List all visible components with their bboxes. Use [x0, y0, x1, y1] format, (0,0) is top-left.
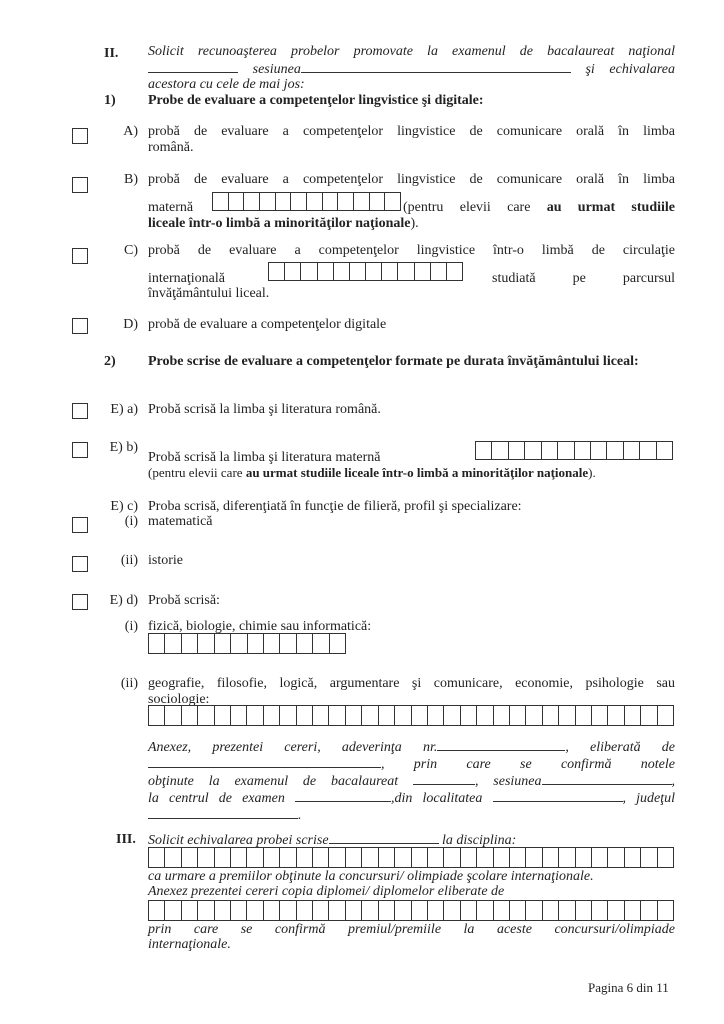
- section-iii-line1b: la disciplina:: [442, 833, 517, 848]
- checkbox-ed[interactable]: [72, 594, 88, 610]
- item-b-materna: maternă: [148, 200, 194, 215]
- char-box[interactable]: [181, 706, 197, 725]
- char-box[interactable]: [164, 706, 180, 725]
- char-box[interactable]: [312, 706, 328, 725]
- annex-l4b: ,din localitatea: [391, 791, 483, 806]
- label-ec-i: (i): [124, 514, 138, 529]
- item-d-text: probă de evaluare a competenţelor digitale: [148, 317, 387, 332]
- char-box[interactable]: [214, 901, 230, 920]
- annex-l1a: Anexez, prezentei cereri, adeverinţa nr.: [148, 740, 438, 755]
- issuer-blank[interactable]: [148, 755, 381, 768]
- char-box[interactable]: [607, 706, 623, 725]
- checkbox-ea[interactable]: [72, 403, 88, 419]
- county-blank[interactable]: [148, 806, 298, 819]
- char-box[interactable]: [349, 263, 365, 280]
- char-box[interactable]: [394, 706, 410, 725]
- char-box[interactable]: [476, 848, 492, 867]
- certificate-number-blank[interactable]: [437, 738, 565, 751]
- char-box[interactable]: [542, 901, 558, 920]
- char-box[interactable]: [328, 848, 344, 867]
- char-box[interactable]: [558, 901, 574, 920]
- char-box[interactable]: [246, 848, 262, 867]
- item-b-paren: [403, 200, 675, 216]
- item-eb-line1: Probă scrisă la limba şi literatura maternă: [148, 450, 381, 465]
- item-b-text: [148, 172, 675, 188]
- char-box[interactable]: [493, 706, 509, 725]
- session-label: sesiunea: [252, 61, 301, 77]
- checkbox-c[interactable]: [72, 248, 88, 264]
- char-box[interactable]: [197, 848, 213, 867]
- annex-l2: , prin care se confirmă notele: [381, 757, 675, 772]
- section-ii-line1: Solicit recunoaşterea probelor promovate la examenul de bacalaureat naţional: [148, 44, 675, 59]
- item-eb-line2: [148, 465, 596, 481]
- char-box[interactable]: [493, 848, 509, 867]
- char-box[interactable]: [345, 901, 361, 920]
- char-boxes-discipline[interactable]: [148, 847, 674, 868]
- char-box[interactable]: [328, 901, 344, 920]
- char-box[interactable]: [430, 263, 446, 280]
- section-ii-text: [148, 44, 675, 93]
- char-box[interactable]: [279, 848, 295, 867]
- annex-l3b: , sesiunea: [474, 774, 542, 789]
- section-iii-line4: prin care se confirmă premiul/premiile la aceste concursuri/olimpiade: [148, 922, 675, 937]
- char-box[interactable]: [657, 901, 673, 920]
- char-box[interactable]: [558, 848, 574, 867]
- char-box[interactable]: [279, 901, 295, 920]
- char-box[interactable]: [378, 901, 394, 920]
- char-box[interactable]: [164, 634, 180, 653]
- annex-l3c: ,: [671, 774, 676, 789]
- label-eb: E) b): [109, 440, 138, 455]
- char-box[interactable]: [624, 901, 640, 920]
- char-box[interactable]: [275, 193, 291, 210]
- char-box[interactable]: [384, 193, 400, 210]
- item-ea-text: Probă scrisă la limba şi literatura română.: [148, 402, 381, 417]
- item-ed-ii-line2: sociologie:: [148, 691, 210, 707]
- char-box[interactable]: [640, 706, 656, 725]
- item-b-paren-text: (pentru elevii care: [403, 200, 531, 215]
- section-iii-line5: internaţionale.: [148, 937, 231, 952]
- char-box[interactable]: [269, 263, 284, 280]
- char-box[interactable]: [460, 706, 476, 725]
- item-ec-text: Proba scrisă, diferenţiată în funcţie de filieră, profil şi specializare:: [148, 499, 522, 514]
- session-blank[interactable]: [301, 60, 571, 73]
- item-ed-text: Probă scrisă:: [148, 593, 220, 608]
- char-box[interactable]: [149, 848, 164, 867]
- char-box[interactable]: [213, 193, 228, 210]
- char-box[interactable]: [230, 706, 246, 725]
- char-box[interactable]: [214, 848, 230, 867]
- item-b-bold2: liceale într-o limbă a minorităţilor naţionale: [148, 216, 411, 231]
- char-box[interactable]: [460, 901, 476, 920]
- char-box[interactable]: [361, 848, 377, 867]
- char-box[interactable]: [476, 901, 492, 920]
- char-box[interactable]: [541, 442, 557, 459]
- char-box[interactable]: [296, 634, 312, 653]
- char-box[interactable]: [394, 848, 410, 867]
- annex-l4a: la centrul de examen: [148, 791, 285, 806]
- item-b-bold1: au urmat studiile: [546, 200, 675, 215]
- char-box[interactable]: [296, 706, 312, 725]
- annex-paragraph: [148, 738, 675, 823]
- label-ed-i: (i): [124, 619, 138, 634]
- char-box[interactable]: [337, 193, 353, 210]
- item-b-line1: probă de evaluare a competenţelor lingvistice de comunicare orală în limba: [148, 172, 675, 187]
- char-box[interactable]: [197, 634, 213, 653]
- item-eb-paren: (pentru elevii care: [148, 465, 246, 480]
- char-box[interactable]: [149, 901, 164, 920]
- char-box[interactable]: [443, 848, 459, 867]
- char-box[interactable]: [296, 901, 312, 920]
- char-boxes-issuer[interactable]: [148, 900, 674, 921]
- item-eb-end: ).: [588, 465, 596, 480]
- char-box[interactable]: [149, 634, 164, 653]
- char-box[interactable]: [381, 263, 397, 280]
- char-box[interactable]: [427, 901, 443, 920]
- char-box[interactable]: [312, 634, 328, 653]
- char-box[interactable]: [639, 442, 655, 459]
- char-box[interactable]: [542, 706, 558, 725]
- char-box[interactable]: [361, 706, 377, 725]
- item-c-international: internaţională: [148, 271, 225, 286]
- item-ed-ii-line1: geografie, filosofie, logică, argumentare şi comunicare, economie, psihologie sau: [148, 676, 675, 691]
- label-ed: E) d): [109, 593, 138, 608]
- char-boxes-b[interactable]: [212, 192, 401, 211]
- char-box[interactable]: [181, 848, 197, 867]
- checkbox-b[interactable]: [72, 177, 88, 193]
- char-box[interactable]: [607, 901, 623, 920]
- equivalence-label: şi echivalarea: [585, 61, 675, 77]
- char-box[interactable]: [590, 442, 606, 459]
- char-box[interactable]: [378, 706, 394, 725]
- char-box[interactable]: [263, 706, 279, 725]
- item-c-line1: probă de evaluare a competenţelor lingvistice într-o limbă de circulaţie: [148, 243, 675, 258]
- char-box[interactable]: [525, 706, 541, 725]
- char-box[interactable]: [214, 706, 230, 725]
- char-box[interactable]: [228, 193, 244, 210]
- char-box[interactable]: [333, 263, 349, 280]
- char-box[interactable]: [493, 901, 509, 920]
- char-box[interactable]: [508, 442, 524, 459]
- char-box[interactable]: [557, 442, 573, 459]
- section-iii-line3: Anexez prezentei cereri copia diplomei/ diplomelor eliberate de: [148, 884, 505, 899]
- char-box[interactable]: [345, 848, 361, 867]
- item-c-studied: studiată pe parcursul: [492, 271, 675, 286]
- char-box[interactable]: [181, 901, 197, 920]
- part2-title: Probe scrise de evaluare a competenţelor formate pe durata învăţământului liceal:: [148, 354, 639, 369]
- char-box[interactable]: [243, 193, 259, 210]
- char-box[interactable]: [558, 706, 574, 725]
- year-blank[interactable]: [148, 60, 238, 73]
- checkbox-d[interactable]: [72, 318, 88, 334]
- char-boxes-c[interactable]: [268, 262, 463, 281]
- char-box[interactable]: [591, 848, 607, 867]
- exam-session-blank[interactable]: [542, 772, 672, 785]
- item-ec-i-text: matematică: [148, 514, 213, 529]
- char-box[interactable]: [259, 193, 275, 210]
- char-box[interactable]: [306, 193, 322, 210]
- char-box[interactable]: [328, 706, 344, 725]
- exam-year-blank[interactable]: [413, 772, 475, 785]
- char-box[interactable]: [181, 634, 197, 653]
- char-box[interactable]: [624, 848, 640, 867]
- char-box[interactable]: [574, 442, 590, 459]
- char-box[interactable]: [575, 706, 591, 725]
- label-c: C): [124, 243, 138, 258]
- written-exam-blank[interactable]: [329, 831, 439, 844]
- item-c-line3: învăţământului liceal.: [148, 286, 270, 301]
- char-box[interactable]: [230, 634, 246, 653]
- section-ii-line2: [148, 60, 675, 78]
- char-box[interactable]: [394, 901, 410, 920]
- item-a-text: [148, 124, 675, 155]
- char-box[interactable]: [345, 706, 361, 725]
- char-box[interactable]: [353, 193, 369, 210]
- part1-number: 1): [104, 93, 116, 108]
- char-box[interactable]: [509, 706, 525, 725]
- char-box[interactable]: [427, 848, 443, 867]
- checkbox-ec-ii[interactable]: [72, 556, 88, 572]
- char-box[interactable]: [230, 901, 246, 920]
- char-boxes-ed-ii[interactable]: [148, 705, 674, 726]
- char-box[interactable]: [640, 901, 656, 920]
- label-ec: E) c): [110, 499, 138, 514]
- char-box[interactable]: [524, 442, 540, 459]
- char-box[interactable]: [443, 901, 459, 920]
- char-box[interactable]: [525, 901, 541, 920]
- label-ec-ii: (ii): [120, 553, 138, 568]
- char-box[interactable]: [230, 848, 246, 867]
- checkbox-eb[interactable]: [72, 442, 88, 458]
- label-a: A): [123, 124, 138, 139]
- section-ii-numeral: II.: [104, 46, 119, 61]
- char-box[interactable]: [414, 263, 430, 280]
- char-box[interactable]: [657, 706, 673, 725]
- section-iii-line1a: Solicit echivalarea probei scrise: [148, 833, 329, 848]
- char-box[interactable]: [197, 706, 213, 725]
- char-box[interactable]: [378, 848, 394, 867]
- char-box[interactable]: [369, 193, 385, 210]
- char-box[interactable]: [656, 442, 672, 459]
- char-box[interactable]: [509, 901, 525, 920]
- char-box[interactable]: [279, 706, 295, 725]
- char-box[interactable]: [657, 848, 673, 867]
- annex-l4c: , judeţul: [622, 791, 676, 806]
- char-box[interactable]: [476, 706, 492, 725]
- char-box[interactable]: [247, 634, 263, 653]
- item-ec-ii-text: istorie: [148, 553, 183, 568]
- char-box[interactable]: [542, 848, 558, 867]
- char-box[interactable]: [443, 706, 459, 725]
- label-ed-ii: (ii): [120, 676, 138, 691]
- char-box[interactable]: [263, 901, 279, 920]
- item-b-end: ).: [410, 216, 419, 231]
- char-boxes-eb[interactable]: [475, 441, 673, 460]
- section-iii-numeral: III.: [116, 832, 136, 847]
- annex-l1b: , eliberată de: [565, 740, 675, 755]
- char-box[interactable]: [446, 263, 462, 280]
- item-a-line1: probă de evaluare a competenţelor lingvistice de comunicare orală în limba: [148, 124, 675, 139]
- char-box[interactable]: [411, 706, 427, 725]
- char-box[interactable]: [290, 193, 306, 210]
- char-box[interactable]: [623, 442, 639, 459]
- char-box[interactable]: [263, 848, 279, 867]
- char-box[interactable]: [312, 901, 328, 920]
- char-box[interactable]: [214, 634, 230, 653]
- char-box[interactable]: [491, 442, 507, 459]
- char-box[interactable]: [640, 848, 656, 867]
- char-box[interactable]: [460, 848, 476, 867]
- part2-number: 2): [104, 354, 116, 369]
- char-box[interactable]: [591, 901, 607, 920]
- char-box[interactable]: [525, 848, 541, 867]
- char-box[interactable]: [296, 848, 312, 867]
- char-box[interactable]: [197, 901, 213, 920]
- char-box[interactable]: [397, 263, 413, 280]
- char-box[interactable]: [607, 848, 623, 867]
- char-box[interactable]: [279, 634, 295, 653]
- exam-center-blank[interactable]: [295, 789, 391, 802]
- char-box[interactable]: [509, 848, 525, 867]
- char-box[interactable]: [575, 848, 591, 867]
- part1-title: Probe de evaluare a competenţelor lingvistice şi digitale:: [148, 93, 484, 108]
- char-box[interactable]: [329, 634, 345, 653]
- checkbox-a[interactable]: [72, 128, 88, 144]
- section-ii-line3: acestora cu cele de mai jos:: [148, 77, 305, 92]
- char-box[interactable]: [427, 706, 443, 725]
- char-box[interactable]: [575, 901, 591, 920]
- char-box[interactable]: [164, 848, 180, 867]
- label-b: B): [124, 172, 138, 187]
- char-box[interactable]: [149, 706, 164, 725]
- char-box[interactable]: [312, 848, 328, 867]
- locality-blank[interactable]: [493, 789, 623, 802]
- char-box[interactable]: [411, 848, 427, 867]
- char-box[interactable]: [164, 901, 180, 920]
- annex-l3a: obţinute la examenul de bacalaureat: [148, 774, 399, 789]
- char-box[interactable]: [322, 193, 338, 210]
- char-box[interactable]: [361, 901, 377, 920]
- char-box[interactable]: [624, 706, 640, 725]
- label-ea: E) a): [110, 402, 138, 417]
- section-iii-line2: ca urmare a premiilor obţinute la concursuri/ olimpiade şcolare internaţionale.: [148, 869, 594, 884]
- char-box[interactable]: [263, 634, 279, 653]
- char-box[interactable]: [246, 706, 262, 725]
- char-boxes-ed-i[interactable]: [148, 633, 346, 654]
- item-a-line2: română.: [148, 139, 194, 155]
- char-box[interactable]: [300, 263, 316, 280]
- checkbox-ec-i[interactable]: [72, 517, 88, 533]
- label-d: D): [123, 317, 138, 332]
- char-box[interactable]: [365, 263, 381, 280]
- page-number: Pagina 6 din 11: [588, 980, 669, 995]
- annex-l5: .: [298, 808, 302, 823]
- item-ed-i-text: fizică, biologie, chimie sau informatică:: [148, 619, 372, 634]
- char-box[interactable]: [591, 706, 607, 725]
- char-box[interactable]: [246, 901, 262, 920]
- item-b-line3: [148, 216, 675, 232]
- item-eb-bold: au urmat studiile liceale într-o limbă a minorităţilor naţionale: [245, 465, 589, 480]
- char-box[interactable]: [411, 901, 427, 920]
- char-box[interactable]: [606, 442, 622, 459]
- char-box[interactable]: [476, 442, 491, 459]
- char-box[interactable]: [284, 263, 300, 280]
- char-box[interactable]: [317, 263, 333, 280]
